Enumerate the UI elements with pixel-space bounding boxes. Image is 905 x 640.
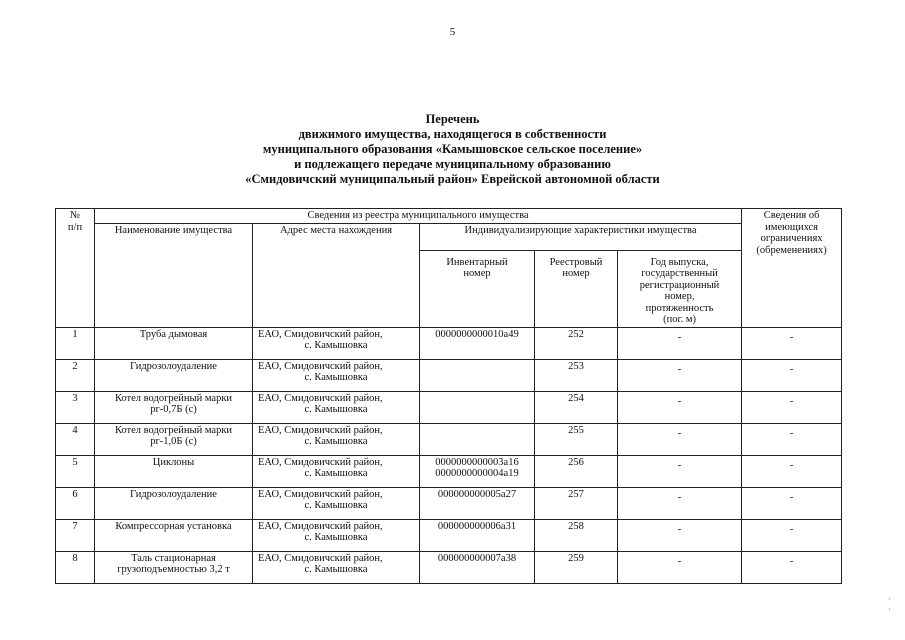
header-characteristics: Индивидуализирующие характеристики имущества (420, 223, 742, 250)
cell-address-line: ЕАО, Смидовичский район, (258, 392, 383, 404)
cell-encumbrances: - (742, 391, 842, 423)
cell-address-line: ЕАО, Смидовичский район, (258, 456, 383, 468)
cell-num: 4 (56, 423, 95, 455)
cell-name-line: Котел водогрейный марки (114, 392, 233, 404)
header-num (56, 209, 95, 328)
cell-year: - (618, 359, 742, 391)
cell-name (95, 327, 253, 359)
header-name: Наименование имущества (95, 223, 253, 327)
cell-inventory-line: 000000000006а31 (437, 520, 517, 532)
cell-inventory (420, 327, 535, 359)
cell-encumbrances: - (742, 455, 842, 487)
header-registry-group: Сведения из реестра муниципального имущества (95, 209, 742, 224)
cell-address (253, 551, 420, 583)
cell-inventory-line: 0000000000004а19 (435, 468, 519, 479)
cell-name-line: рг-0,7Б (с) (150, 404, 197, 415)
cell-address-line: с. Камышовка (304, 340, 368, 351)
table-row (56, 487, 842, 519)
cell-registry: 253 (535, 359, 618, 391)
cell-registry: 254 (535, 391, 618, 423)
header-reg-line: номер (562, 268, 590, 279)
cell-address-line: с. Камышовка (304, 372, 368, 383)
table-row (56, 423, 842, 455)
cell-registry: 257 (535, 487, 618, 519)
cell-encumbrances: - (742, 551, 842, 583)
cell-name-line: Гидрозолоудаление (130, 488, 217, 500)
header-num-line: № (69, 210, 81, 221)
cell-address-line: с. Камышовка (304, 404, 368, 415)
cell-inventory (420, 551, 535, 583)
header-encumbrances (742, 209, 842, 328)
cell-address (253, 519, 420, 551)
cell-address-line: с. Камышовка (304, 468, 368, 479)
cell-year: - (618, 423, 742, 455)
cell-name-line: Гидрозолоудаление (130, 360, 217, 372)
table-row (56, 359, 842, 391)
cell-address-line: с. Камышовка (304, 500, 368, 511)
cell-num: 8 (56, 551, 95, 583)
cell-inventory-line: 0000000000003а16 (435, 456, 519, 468)
table-row (56, 551, 842, 583)
header-year-line: протяженность (645, 302, 714, 314)
header-enc-line: (обременениях) (756, 244, 827, 256)
cell-inventory (420, 391, 535, 423)
cell-address-line: ЕАО, Смидовичский район, (258, 424, 383, 436)
table-row (56, 327, 842, 359)
cell-encumbrances: - (742, 359, 842, 391)
cell-name (95, 359, 253, 391)
header-num-line: п/п (67, 221, 83, 233)
header-registry (535, 250, 618, 327)
margin-marks (888, 594, 891, 614)
cell-address-line: ЕАО, Смидовичский район, (258, 328, 383, 340)
cell-name-line: Компрессорная установка (115, 520, 232, 532)
cell-address (253, 327, 420, 359)
title-line: «Смидовичский муниципальный район» Еврейской автономной области (245, 172, 660, 186)
margin-mark: · (888, 604, 891, 614)
header-address: Адрес места нахождения (253, 223, 420, 327)
cell-name-line: Таль стационарная (131, 552, 216, 564)
cell-address (253, 487, 420, 519)
cell-year: - (618, 455, 742, 487)
cell-address-line: ЕАО, Смидовичский район, (258, 488, 383, 500)
margin-mark: · (888, 594, 891, 604)
header-year-line: государственный (641, 268, 718, 279)
cell-name-line: грузоподъемностью 3,2 т (117, 564, 230, 575)
cell-address (253, 391, 420, 423)
cell-inventory-line: 000000000005а27 (437, 488, 517, 500)
table-row (56, 519, 842, 551)
cell-address-line: с. Камышовка (304, 532, 368, 543)
cell-address-line: с. Камышовка (304, 564, 368, 575)
cell-year: - (618, 327, 742, 359)
header-enc-line: Сведения об (763, 210, 820, 221)
cell-encumbrances: - (742, 487, 842, 519)
table-row (56, 455, 842, 487)
cell-encumbrances: - (742, 327, 842, 359)
title-line: Перечень (425, 112, 480, 126)
cell-name-line: Труба дымовая (139, 328, 208, 340)
cell-num: 6 (56, 487, 95, 519)
cell-name (95, 391, 253, 423)
cell-name (95, 455, 253, 487)
title-line: и подлежащего передаче муниципальному образованию (294, 157, 611, 171)
cell-num: 7 (56, 519, 95, 551)
cell-num: 5 (56, 455, 95, 487)
cell-inventory (420, 423, 535, 455)
cell-address-line: с. Камышовка (304, 436, 368, 447)
cell-address-line: ЕАО, Смидовичский район, (258, 360, 383, 372)
header-year-line: номер, (664, 291, 695, 302)
title-line: муниципального образования «Камышовское сельское поселение» (262, 142, 643, 156)
cell-num: 3 (56, 391, 95, 423)
cell-inventory-line: 000000000007а38 (437, 552, 517, 564)
header-inventory (420, 250, 535, 327)
cell-year: - (618, 391, 742, 423)
page-number: 5 (449, 26, 456, 38)
cell-address (253, 455, 420, 487)
cell-encumbrances: - (742, 519, 842, 551)
cell-name (95, 519, 253, 551)
cell-inventory (420, 455, 535, 487)
cell-registry: 256 (535, 455, 618, 487)
cell-address-line: ЕАО, Смидовичский район, (258, 552, 383, 564)
document-title (0, 112, 905, 187)
header-enc-line: ограничениях (760, 233, 823, 244)
cell-registry: 255 (535, 423, 618, 455)
cell-name-line: Циклоны (152, 456, 195, 468)
cell-name (95, 487, 253, 519)
cell-address (253, 423, 420, 455)
header-reg-line: Реестровый (549, 256, 603, 268)
property-table (55, 208, 842, 584)
cell-registry: 258 (535, 519, 618, 551)
cell-year: - (618, 487, 742, 519)
header-inv-line: номер (463, 268, 491, 279)
cell-name (95, 423, 253, 455)
cell-inventory (420, 487, 535, 519)
cell-registry: 252 (535, 327, 618, 359)
title-line: движимого имущества, находящегося в собственности (298, 127, 607, 141)
cell-name-line: Котел водогрейный марки (114, 424, 233, 436)
cell-num: 2 (56, 359, 95, 391)
cell-inventory (420, 519, 535, 551)
header-enc-line: имеющихся (765, 221, 819, 233)
cell-year: - (618, 519, 742, 551)
table-row (56, 391, 842, 423)
header-year-line: (пог. м) (663, 314, 696, 325)
cell-inventory (420, 359, 535, 391)
cell-year: - (618, 551, 742, 583)
table-body (56, 327, 842, 583)
cell-registry: 259 (535, 551, 618, 583)
cell-num: 1 (56, 327, 95, 359)
header-year (618, 250, 742, 327)
cell-encumbrances: - (742, 423, 842, 455)
cell-name-line: рг-1,0Б (с) (150, 436, 197, 447)
cell-name (95, 551, 253, 583)
cell-inventory-line: 0000000000010а49 (435, 328, 519, 340)
header-year-line: Год выпуска, (650, 256, 709, 268)
cell-address (253, 359, 420, 391)
header-inv-line: Инвентарный (446, 256, 508, 268)
cell-address-line: ЕАО, Смидовичский район, (258, 520, 383, 532)
header-year-line: регистрационный (639, 279, 720, 291)
